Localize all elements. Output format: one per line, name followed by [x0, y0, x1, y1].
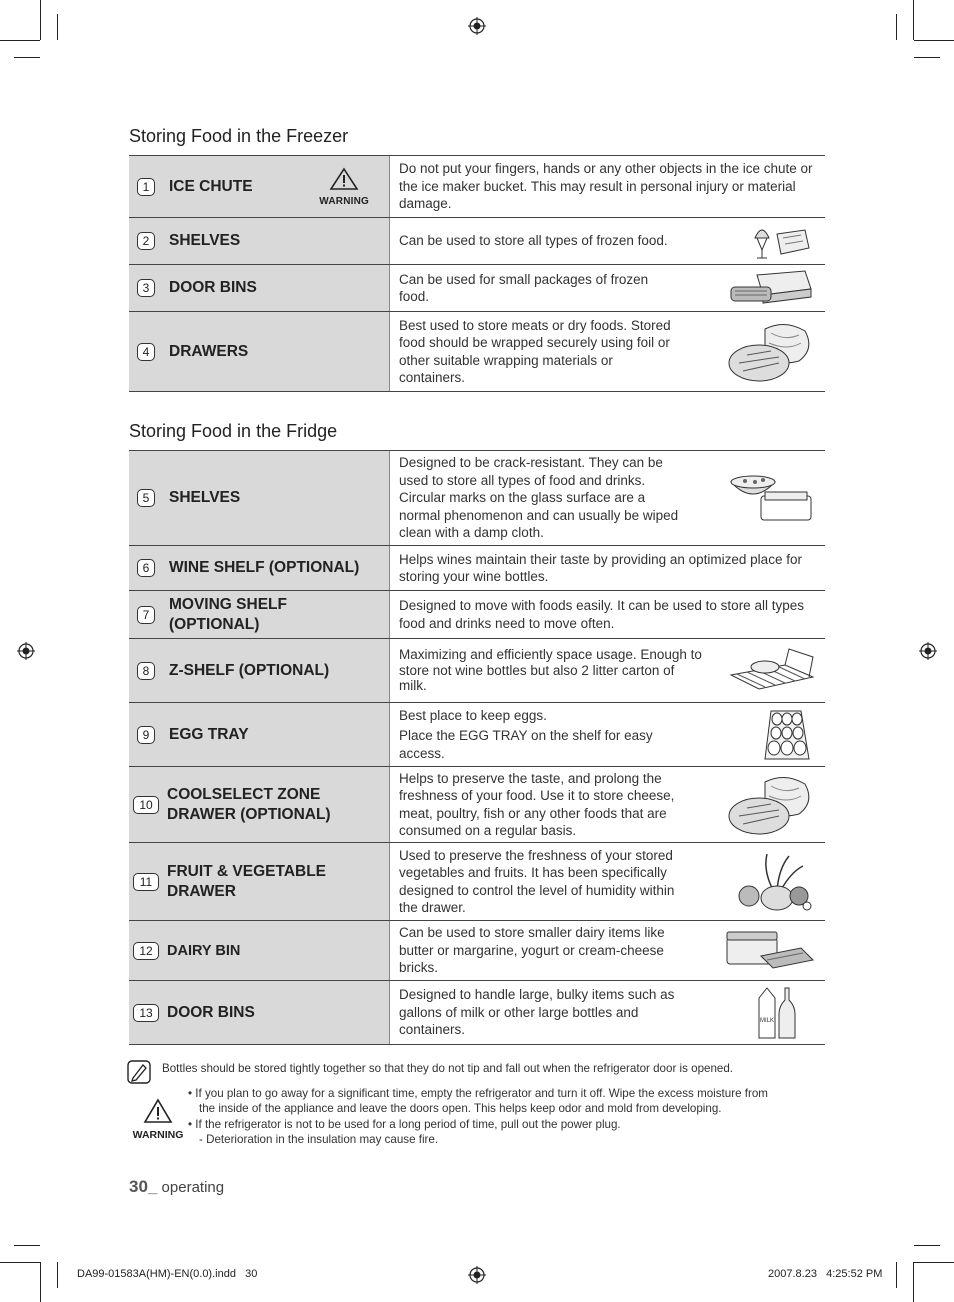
crop-mark: [914, 1262, 954, 1263]
table-row: [129, 546, 825, 591]
item-description: Best used to store meats or dry foods. Stored food should be wrapped securely using foil or other suitable wrapping materials or containers.: [399, 317, 671, 385]
warning-badge: [130, 1098, 186, 1141]
item-description: Helps to preserve the taste, and prolong the freshness of your food. Use it to store cheese, meat, poultry, fish or any other foods that are consumed on a regular basis.: [399, 770, 675, 838]
table-row: [129, 312, 825, 392]
item-number: 2: [137, 232, 155, 250]
warning-label: WARNING: [132, 1129, 184, 1141]
item-label: DRAWERS: [169, 342, 249, 360]
registration-mark-icon: [468, 17, 486, 35]
crop-mark: [914, 1245, 940, 1246]
crop-mark: [40, 0, 41, 40]
crop-mark: [913, 1262, 914, 1302]
crop-mark: [896, 1262, 897, 1288]
crop-mark: [0, 1262, 40, 1263]
item-number: 4: [137, 343, 155, 361]
warning-bullet-1: • If you plan to go away for a significant time, empty the refrigerator and turn it off. Wipe the excess moisture from: [188, 1087, 768, 1100]
item-number: 10: [133, 796, 159, 814]
table-row: [129, 767, 825, 843]
table-row: [129, 843, 825, 921]
item-number: 1: [137, 178, 155, 196]
crop-mark: [40, 1262, 41, 1302]
item-description: Designed to move with foods easily. It can be used to store all types food and drinks need to move often.: [399, 598, 804, 631]
crop-mark: [57, 1262, 58, 1288]
page-number: [129, 1177, 224, 1197]
item-number: 3: [137, 279, 155, 297]
item-description: Used to preserve the freshness of your stored vegetables and fruits. It has been specifically designed to control the level of humidity within the drawer.: [399, 847, 675, 915]
fridge-section-title: Storing Food in the Fridge: [129, 421, 338, 441]
footer-file: DA99-01583A(HM)-EN(0.0).indd 30: [77, 1268, 258, 1280]
note-icon: [127, 1060, 151, 1084]
item-label: DOOR BINS: [169, 279, 257, 296]
item-number: 8: [137, 662, 155, 680]
item-number: 12: [133, 942, 159, 960]
table-row: [129, 218, 825, 265]
warning-badge: [319, 167, 369, 207]
registration-mark-icon: [919, 642, 937, 660]
warning-bullet-2: • If the refrigerator is not to be used for a long period of time, pull out the power plug.: [188, 1118, 621, 1131]
item-description: Can be used for small packages of frozen food.: [399, 271, 649, 304]
egg-tray-icon: [757, 707, 817, 763]
registration-mark-icon: [17, 642, 35, 660]
item-label: EGG TRAY: [169, 725, 249, 743]
crop-mark: [914, 40, 954, 41]
freezer-table: [129, 155, 825, 392]
vegetables-icon: [733, 850, 817, 914]
milk-bottle-icon: [747, 984, 817, 1042]
crop-mark: [14, 57, 40, 58]
item-number: 11: [133, 873, 159, 891]
warning-bullet-1-cont: the inside of the appliance and leave the doors open. This helps keep odor and mold from developing.: [199, 1102, 722, 1115]
item-description: Place the EGG TRAY on the shelf for easy access.: [399, 728, 653, 761]
z-shelf-icon: [725, 645, 817, 697]
item-label: MOVING SHELF (OPTIONAL): [169, 595, 287, 633]
warning-label: WARNING: [319, 195, 369, 207]
item-label: SHELVES: [169, 489, 241, 506]
crop-mark: [14, 1245, 40, 1246]
ice-cream-icon: [747, 220, 817, 262]
warning-icon: [329, 167, 359, 191]
item-label: WINE SHELF (OPTIONAL): [169, 559, 360, 576]
crop-mark: [57, 14, 58, 40]
item-number: 7: [137, 606, 155, 624]
freezer-section-title: Storing Food in the Freezer: [129, 126, 349, 146]
item-number: 13: [133, 1004, 159, 1022]
item-label: Z-SHELF (OPTIONAL): [169, 661, 330, 679]
page-section: operating: [161, 1179, 225, 1196]
registration-mark-icon: [468, 1266, 486, 1284]
footer-datetime: 2007.8.23 4:25:52 PM: [768, 1268, 883, 1280]
item-description: Do not put your fingers, hands or any other objects in the ice chute or the ice maker bucket. This may result in personal injury or material damage.: [399, 161, 813, 212]
note-text: Bottles should be stored tightly together so that they do not tip and fall out when the refrigerator door is opened.: [162, 1062, 734, 1075]
item-label: SHELVES: [169, 232, 241, 249]
item-number: 5: [137, 489, 155, 507]
page-number-value: 30_: [129, 1177, 158, 1196]
table-row: [129, 921, 825, 981]
crop-mark: [896, 14, 897, 40]
item-label: ICE CHUTE: [169, 177, 253, 195]
warning-bullet-2-sub: - Deterioration in the insulation may cause fire.: [199, 1133, 439, 1146]
item-description: Best place to keep eggs.: [399, 707, 547, 723]
item-label: COOLSELECT ZONE DRAWER (OPTIONAL): [167, 785, 331, 823]
wrapped-meat-icon: [725, 319, 817, 385]
item-number: 9: [137, 726, 155, 744]
table-row: [129, 156, 825, 218]
item-description: Maximizing and efficiently space usage. Enough to store not wine bottles but also 2 litter carton of milk.: [399, 647, 702, 694]
crop-mark: [914, 57, 940, 58]
table-row: [129, 703, 825, 767]
warning-icon: [143, 1098, 173, 1124]
item-description: Designed to handle large, bulky items such as gallons of milk or other large bottles and containers.: [399, 987, 675, 1038]
table-row: [129, 639, 825, 703]
table-row: [129, 981, 825, 1045]
item-description: Can be used to store all types of frozen food.: [399, 233, 668, 249]
milk-label: MILK: [760, 1017, 775, 1024]
fridge-table: [129, 450, 825, 1045]
item-label: FRUIT & VEGETABLE DRAWER: [167, 862, 327, 900]
frozen-package-icon: [727, 267, 817, 309]
item-description: Helps wines maintain their taste by providing an optimized place for storing your wine bottles.: [399, 551, 802, 584]
wrapped-meat-icon: [725, 772, 817, 838]
crop-mark: [913, 0, 914, 40]
butter-and-cheese-icon: [723, 928, 817, 974]
item-description: Can be used to store smaller dairy items like butter or margarine, yogurt or cream-cheese bricks.: [399, 925, 665, 976]
crop-mark: [0, 40, 40, 41]
item-number: 6: [137, 559, 155, 577]
item-description: Designed to be crack-resistant. They can be used to store all types of food and drinks. Circular marks on the glass surface are a normal phenomenon and can usually be wiped clean with a damp cloth.: [399, 455, 679, 541]
table-row: [129, 591, 825, 639]
table-row: [129, 265, 825, 312]
item-label: DAIRY BIN: [167, 942, 241, 959]
bowl-and-container-icon: [725, 470, 817, 526]
item-label: DOOR BINS: [167, 1003, 255, 1021]
table-row: [129, 451, 825, 546]
